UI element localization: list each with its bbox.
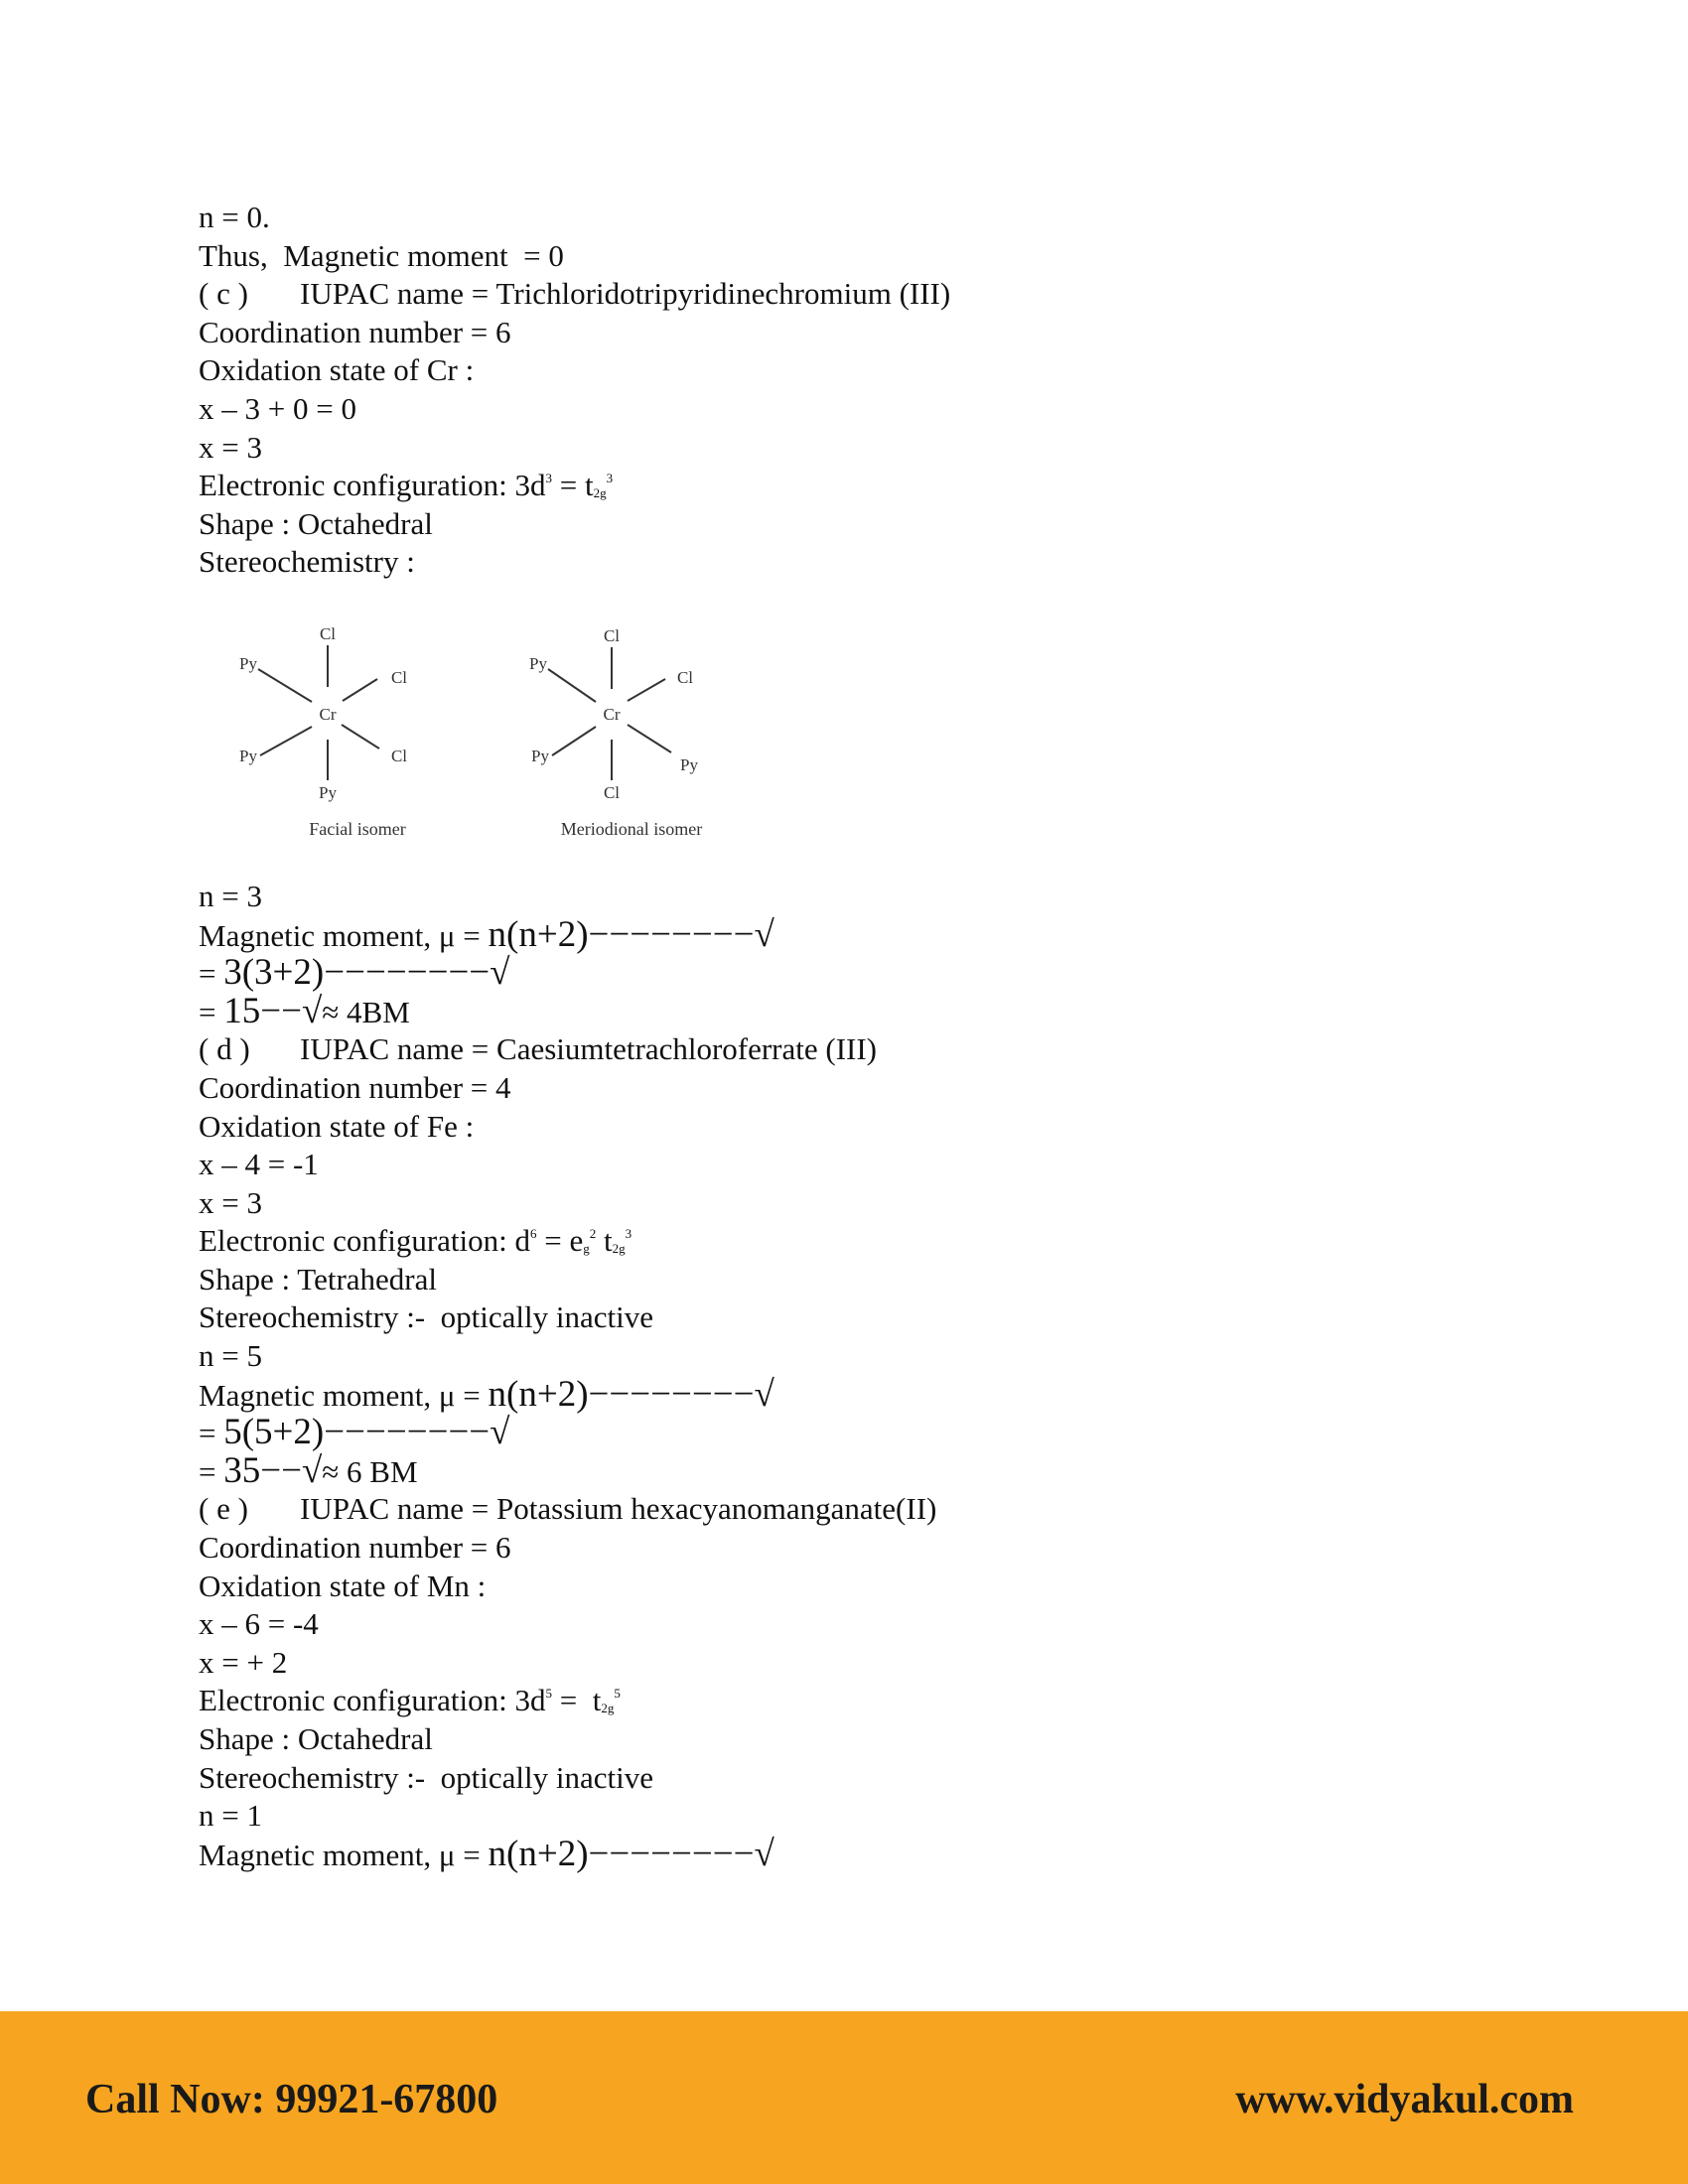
text-line: Oxidation state of Mn : [199,1568,487,1603]
isomer-caption: Meriodional isomer [560,818,703,839]
footer-banner [0,2011,1688,2184]
magnetic-moment-line: Magnetic moment, μ = n(n+2)−−−−−−−−√ [199,1373,774,1415]
part-e-heading [199,1490,1489,1529]
equation-line: = 5(5+2)−−−−−−−−√ [199,1412,510,1453]
text-line: Thus, Magnetic moment = 0 [199,237,564,273]
atom-label: Cr [319,704,337,724]
iupac-name: IUPAC name = Trichloridotripyridinechromium (III) [300,276,951,312]
text-line: Shape : Octahedral [199,505,433,541]
electronic-configuration: Electronic configuration: $d^6 = e_g^2$ $t_{2g}^3$ [199,1223,633,1259]
equation-line: x – 4 = -1 [199,1147,319,1182]
electronic-configuration: Electronic configuration: $3d^3 = t_{2g}^3$ [199,468,614,503]
electronic-configuration: Electronic configuration: $3d^5 = t_{2g}^5$ [199,1683,621,1718]
atom-label: Cr [603,704,621,724]
text-line: Shape : Octahedral [199,1721,433,1756]
magnetic-moment-line: Magnetic moment, μ = n(n+2)−−−−−−−−√ [199,1833,774,1874]
equation-line: x – 6 = -4 [199,1606,319,1642]
part-c-heading [199,275,1489,314]
bond-line [628,725,671,752]
atom-label: Cl [603,782,621,802]
text-line: Stereochemistry :- optically inactive [199,1759,653,1795]
text-line: n = 1 [199,1798,262,1834]
part-label: ( d ) [199,1031,250,1067]
part-d-heading [199,1030,1489,1069]
text-line: Oxidation state of Fe : [199,1108,475,1144]
iupac-name: IUPAC name = Potassium hexacyanomanganate(II) [300,1491,937,1527]
bond-line [343,679,377,701]
equation-line: = 15−−√≈ 4BM [199,990,410,1031]
bond-line [628,679,665,701]
bond-line [342,725,379,749]
text-line: Coordination number = 4 [199,1069,511,1105]
atom-label: Cl [319,623,337,643]
website-link[interactable]: www.vidyakul.com [1235,2077,1574,2122]
bond-line [258,669,312,702]
atom-label: Cl [390,667,408,687]
call-now-text[interactable]: Call Now: 99921-67800 [85,2077,498,2122]
text-line: Stereochemistry :- optically inactive [199,1299,653,1335]
text-line: Shape : Tetrahedral [199,1261,437,1297]
equation-line: x = 3 [199,1184,262,1220]
equation-line: = 35−−√≈ 6 BM [199,1449,418,1491]
isomer-caption: Facial isomer [309,818,406,839]
bond-line [552,727,596,755]
atom-label: Cl [603,625,621,645]
document-body [199,199,1489,1873]
atom-label: Cl [676,667,694,687]
meridional-isomer [529,626,702,839]
equation-line: = 3(3+2)−−−−−−−−√ [199,952,510,994]
bond-line [548,669,596,702]
equation-line: x – 3 + 0 = 0 [199,390,356,426]
atom-label: Py [239,746,257,765]
equation-line: x = 3 [199,429,262,465]
text-line: n = 5 [199,1338,262,1374]
bond-line [260,727,312,755]
part-label: ( c ) [199,276,248,312]
facial-isomer [239,624,407,839]
isomer-figure [228,619,824,878]
magnetic-moment-line: Magnetic moment, μ = n(n+2)−−−−−−−−√ [199,913,774,955]
atom-label: Py [531,746,549,765]
iupac-name: IUPAC name = Caesiumtetrachloroferrate (III) [300,1031,878,1067]
atom-label: Cl [390,746,408,765]
equation-line: x = + 2 [199,1644,288,1680]
atom-label: Py [239,653,257,673]
atom-label: Py [319,782,337,802]
text-line: Coordination number = 6 [199,1530,511,1566]
isomer-diagram [228,619,824,878]
text-line: Oxidation state of Cr : [199,352,475,388]
text-line: n = 3 [199,878,262,913]
text-line: Coordination number = 6 [199,314,511,349]
atom-label: Py [680,754,698,774]
text-line: n = 0. [199,200,270,234]
text-line: Stereochemistry : [199,544,415,580]
part-label: ( e ) [199,1491,248,1527]
atom-label: Py [529,653,547,673]
